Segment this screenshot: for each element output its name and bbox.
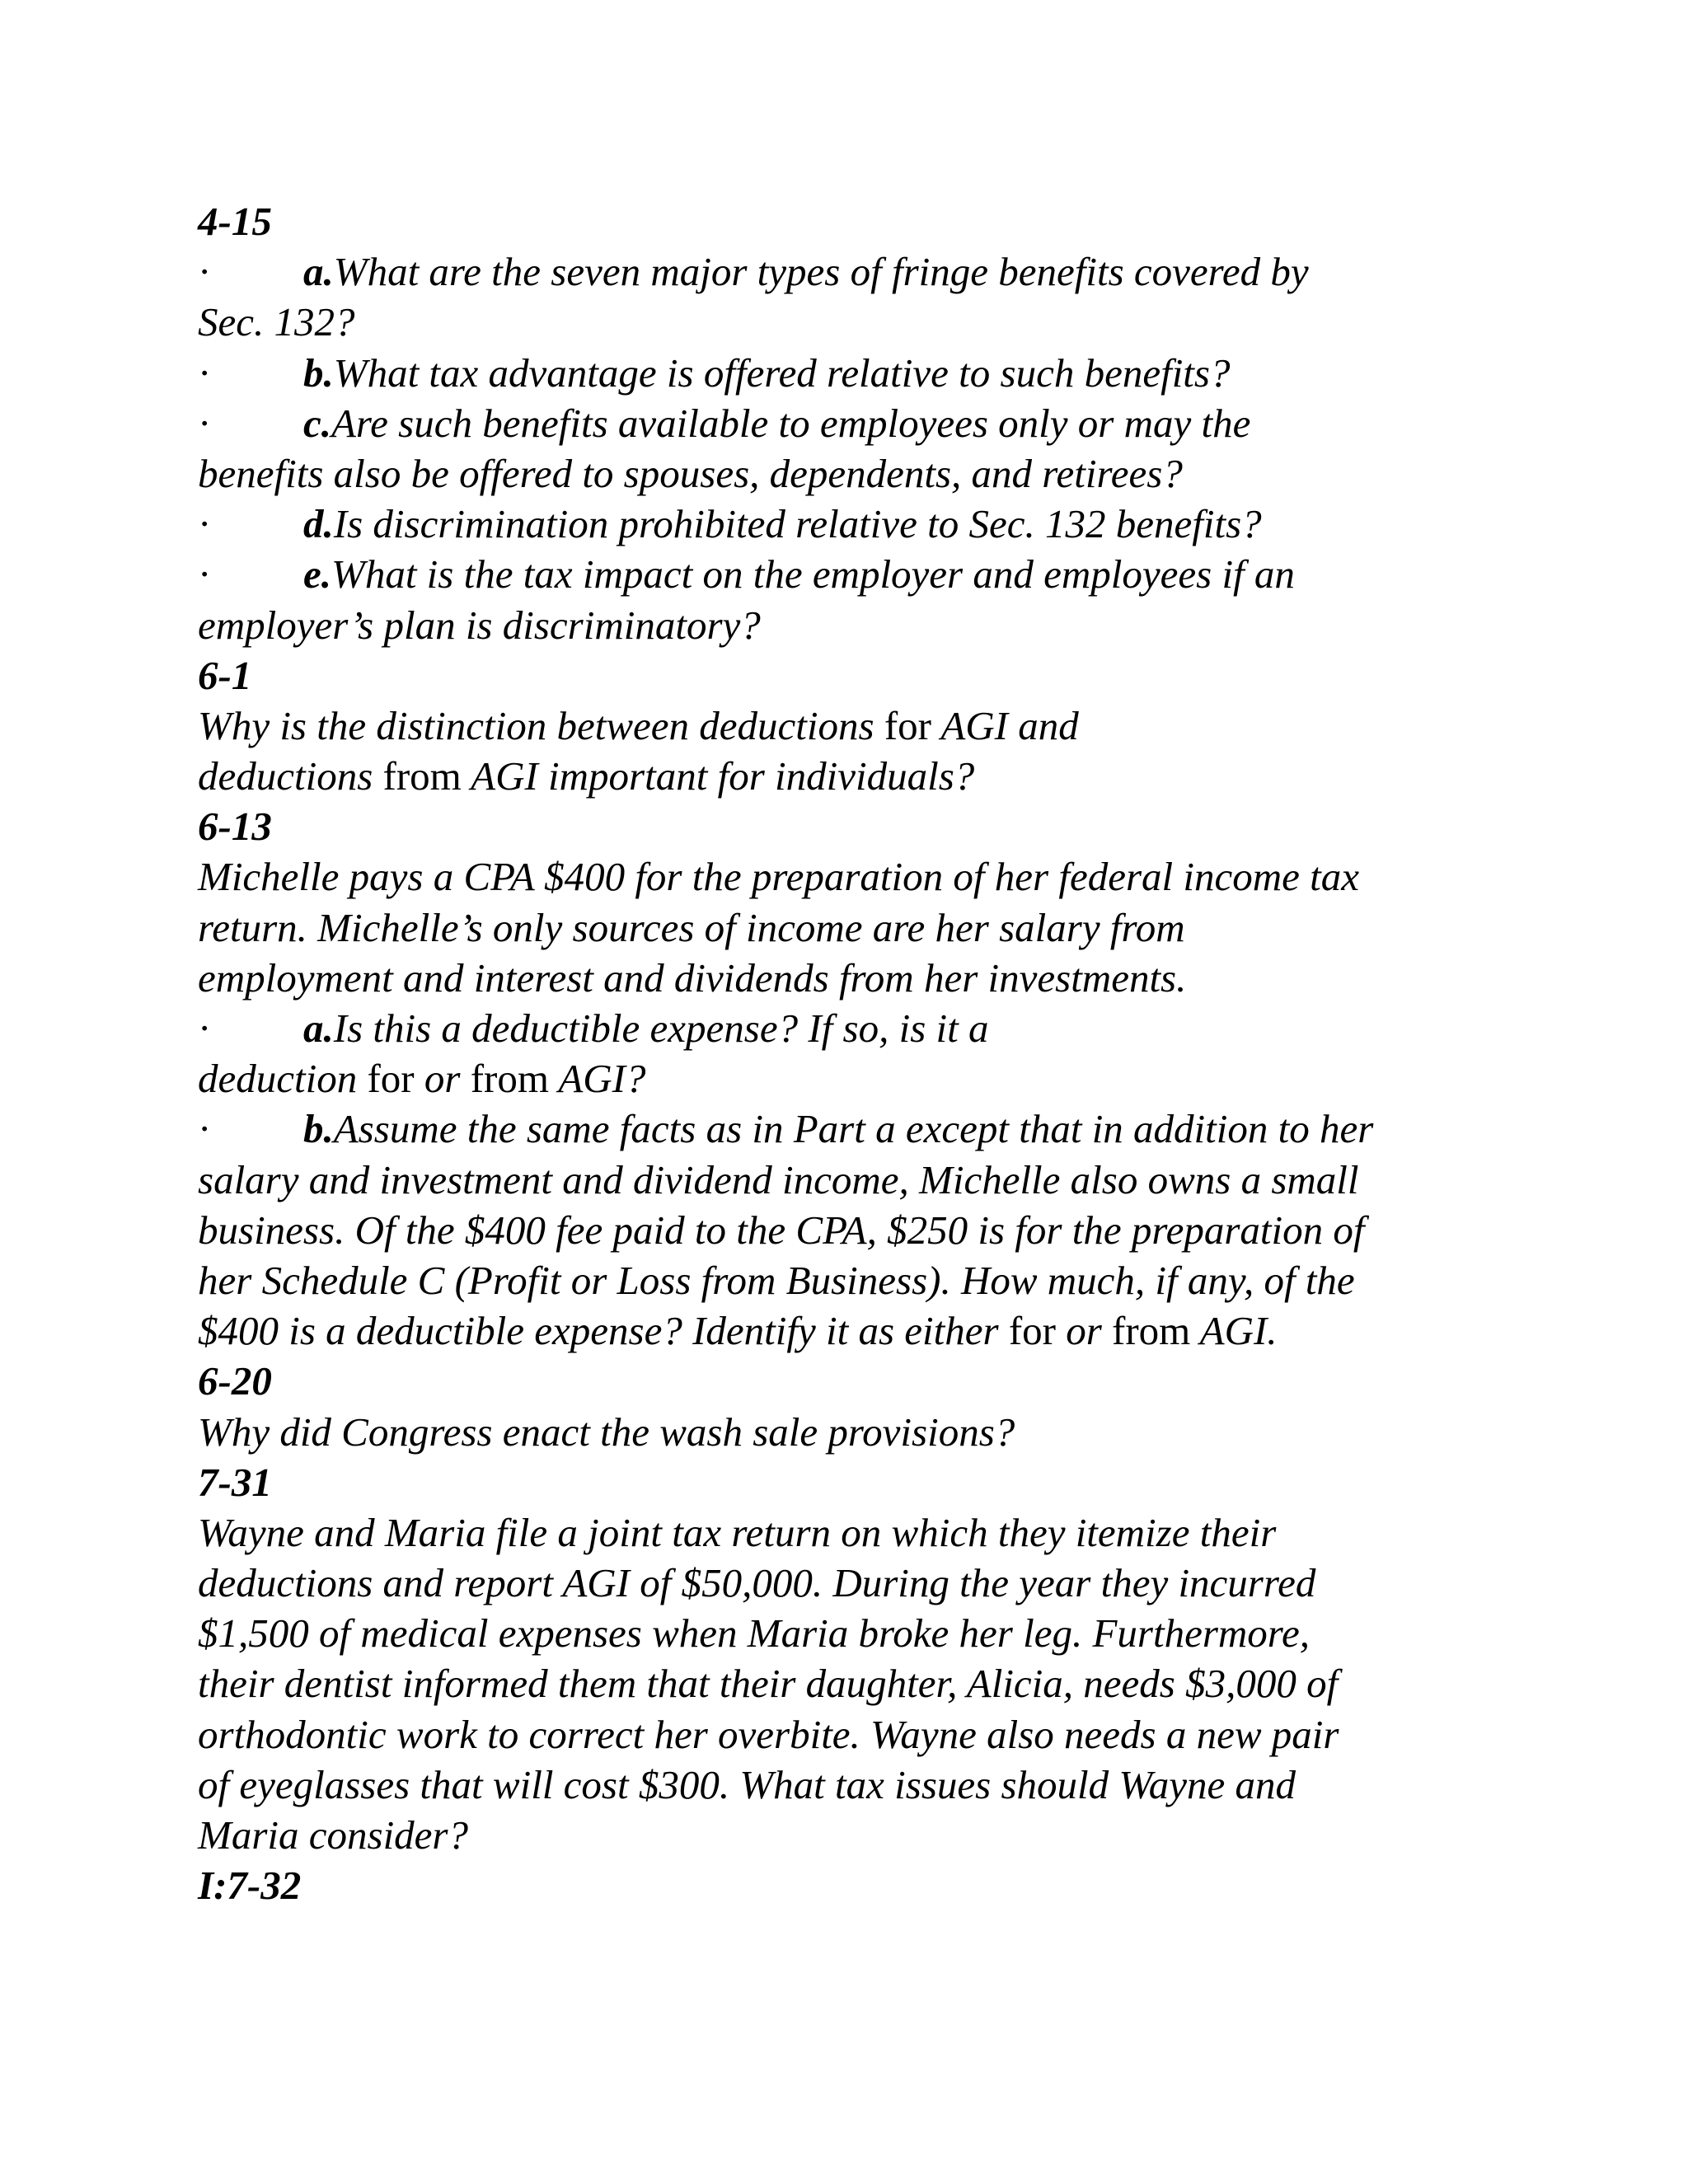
question-heading-7-32: I:7-32 <box>198 1863 302 1909</box>
question-4-15-part-e <box>198 549 1517 599</box>
emphasis-word: from <box>382 753 462 799</box>
emphasis-word: for <box>367 1056 415 1102</box>
question-4-15-part-d <box>198 499 1517 549</box>
question-6-1-text-line-2 <box>198 751 1517 801</box>
question-7-31-line-7: Maria consider? <box>198 1812 468 1858</box>
question-6-13-part-b-line-2: salary and investment and dividend income, Michelle also owns a small <box>198 1156 1359 1202</box>
part-label: e. <box>303 551 331 598</box>
emphasis-word: for <box>884 702 931 748</box>
text-run: or <box>414 1056 471 1102</box>
question-6-13-part-a <box>198 1003 1517 1053</box>
text-run: AGI. <box>1190 1308 1278 1354</box>
question-4-15-part-c <box>198 398 1517 448</box>
question-heading-6-20: 6-20 <box>198 1358 272 1404</box>
document-body <box>198 196 1517 1910</box>
bullet-icon: · <box>198 249 212 295</box>
part-label: d. <box>303 501 334 547</box>
part-label: b. <box>303 1106 334 1152</box>
question-4-15-part-a <box>198 246 1517 297</box>
bullet-icon: · <box>198 1005 212 1051</box>
text-run: deductions <box>198 753 383 799</box>
bullet-icon: · <box>198 1106 212 1152</box>
question-heading-6-13: 6-13 <box>198 804 272 850</box>
bullet-icon: · <box>198 551 212 598</box>
part-text: What is the tax impact on the employer and employees if an <box>331 551 1295 598</box>
bullet-icon: · <box>198 400 212 446</box>
question-4-15-part-b <box>198 348 1517 398</box>
question-6-13-part-b-line-5 <box>198 1305 1517 1356</box>
question-4-15-part-e-continued: employer’s plan is discriminatory? <box>198 602 761 648</box>
part-text: What tax advantage is offered relative to such benefits? <box>333 349 1231 396</box>
text-run: deduction <box>198 1056 368 1102</box>
question-6-13-part-b-line-3: business. Of the $400 fee paid to the CPA, $250 is for the preparation of <box>198 1207 1365 1253</box>
part-label: a. <box>303 249 334 295</box>
question-heading-7-31: 7-31 <box>198 1459 272 1505</box>
part-text: Is this a deductible expense? If so, is it a <box>333 1005 989 1051</box>
question-heading-4-15: 4-15 <box>198 199 272 244</box>
question-7-31-line-3: $1,500 of medical expenses when Maria broke her leg. Furthermore, <box>198 1610 1311 1657</box>
question-6-13-part-b-line-4: her Schedule C (Profit or Loss from Business). How much, if any, of the <box>198 1257 1355 1303</box>
question-4-15-part-c-continued: benefits also be offered to spouses, dependents, and retirees? <box>198 450 1183 496</box>
part-text: Assume the same facts as in Part a except that in addition to her <box>333 1106 1374 1152</box>
text-run: AGI and <box>931 702 1079 748</box>
question-4-15-part-a-continued: Sec. 132? <box>198 299 355 345</box>
emphasis-word: from <box>470 1056 549 1102</box>
question-6-13-intro-line-1: Michelle pays a CPA $400 for the preparation of her federal income tax <box>198 854 1359 900</box>
question-7-31-line-2: deductions and report AGI of $50,000. During the year they incurred <box>198 1560 1316 1606</box>
question-6-13-intro-line-2: return. Michelle’s only sources of income are her salary from <box>198 904 1185 950</box>
text-run: or <box>1055 1308 1113 1354</box>
part-label: a. <box>303 1005 334 1051</box>
text-run: Why is the distinction between deductions <box>198 702 884 748</box>
part-label: c. <box>303 400 331 446</box>
question-6-13-part-a-continued <box>198 1053 1517 1104</box>
question-7-31-line-6: of eyeglasses that will cost $300. What tax issues should Wayne and <box>198 1761 1296 1807</box>
part-text: Is discrimination prohibited relative to Sec. 132 benefits? <box>333 501 1262 547</box>
emphasis-word: from <box>1112 1308 1191 1354</box>
text-run: $400 is a deductible expense? Identify it as either <box>198 1308 1009 1354</box>
part-text: Are such benefits available to employees only or may the <box>331 400 1251 446</box>
question-6-13-intro-line-3: employment and interest and dividends from her investments. <box>198 954 1187 1001</box>
question-7-31-line-5: orthodontic work to correct her overbite. Wayne also needs a new pair <box>198 1711 1339 1757</box>
bullet-icon: · <box>198 501 212 547</box>
question-heading-6-1: 6-1 <box>198 652 252 698</box>
bullet-icon: · <box>198 349 212 396</box>
question-7-31-line-4: their dentist informed them that their daughter, Alicia, needs $3,000 of <box>198 1661 1339 1707</box>
question-6-13-part-b <box>198 1104 1517 1154</box>
text-run: AGI important for individuals? <box>461 753 975 799</box>
question-7-31-line-1: Wayne and Maria file a joint tax return on which they itemize their <box>198 1509 1277 1555</box>
question-6-1-text-line-1 <box>198 701 1517 751</box>
part-text: What are the seven major types of fringe benefits covered by <box>333 249 1309 295</box>
text-run: AGI? <box>548 1056 646 1102</box>
part-label: b. <box>303 349 334 396</box>
question-6-20-text: Why did Congress enact the wash sale provisions? <box>198 1408 1015 1455</box>
emphasis-word: for <box>1008 1308 1056 1354</box>
